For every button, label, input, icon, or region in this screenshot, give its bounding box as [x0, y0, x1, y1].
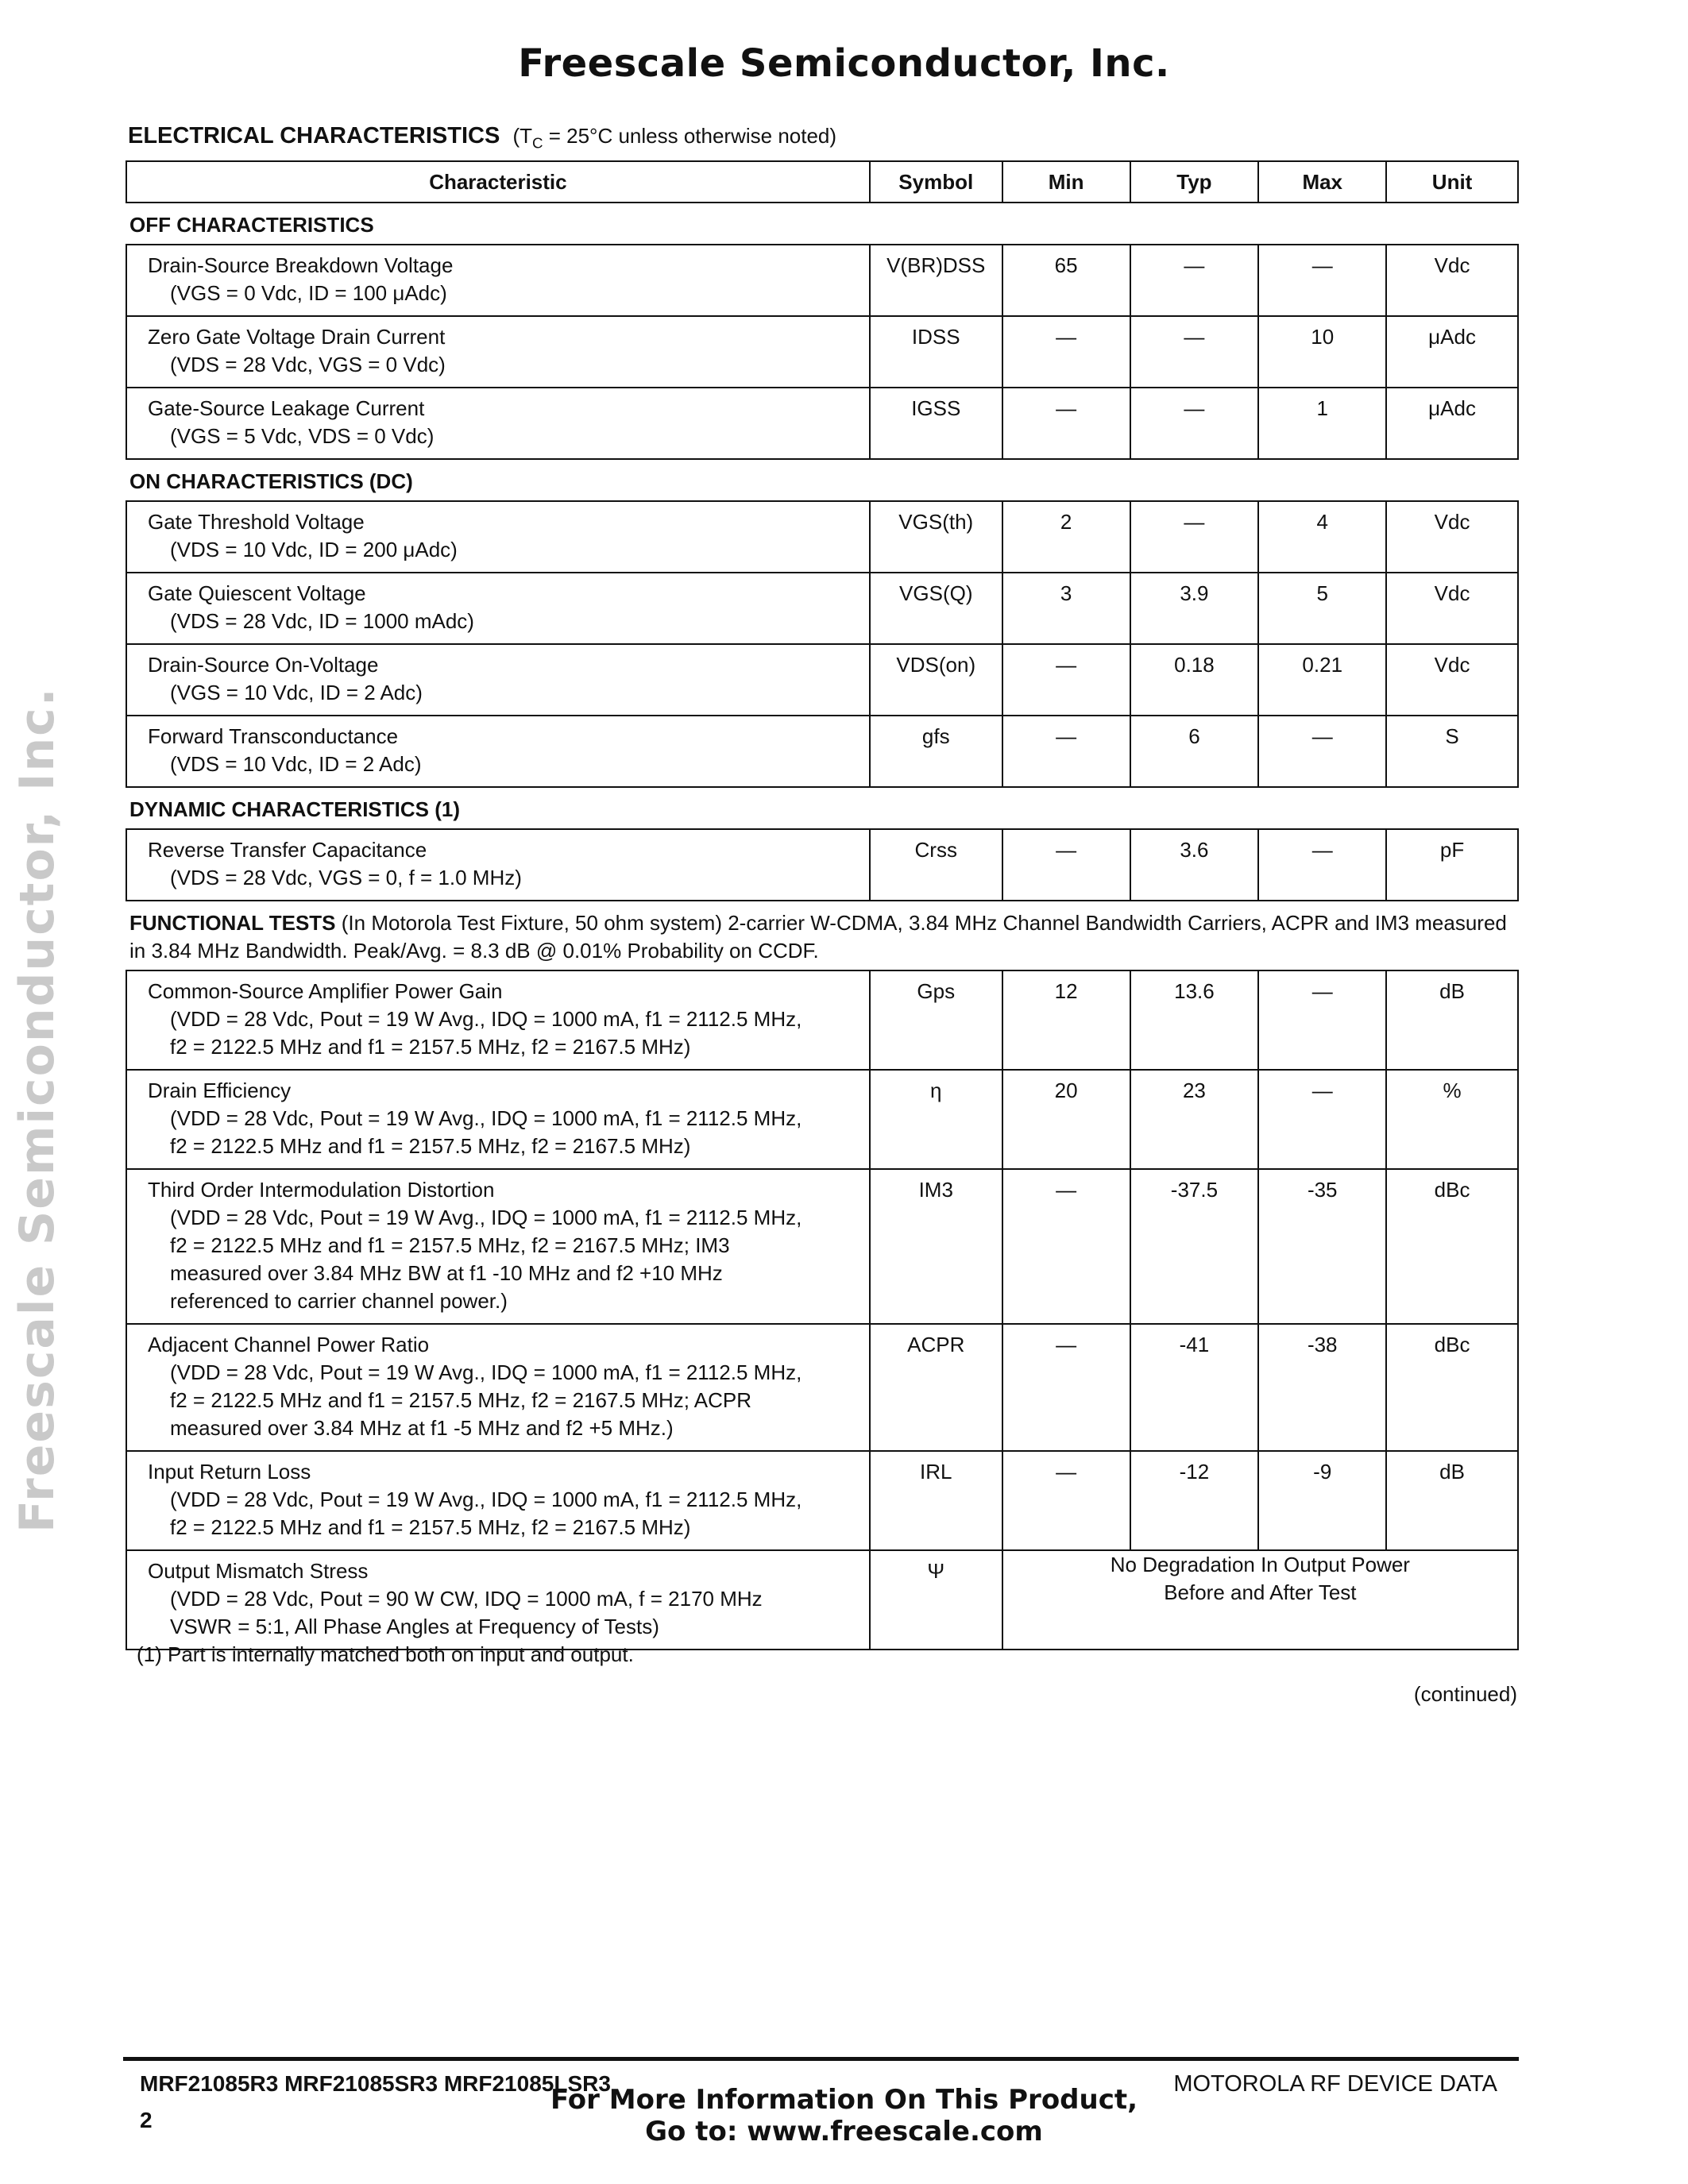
symbol-cell: η — [870, 1070, 1002, 1169]
section-title-bold: ELECTRICAL CHARACTERISTICS — [128, 123, 500, 149]
min-cell: 3 — [1002, 573, 1130, 644]
char-cell — [126, 1070, 870, 1169]
unit-cell: Vdc — [1386, 644, 1518, 716]
min-cell: — — [1002, 1324, 1130, 1451]
table-row — [126, 644, 1518, 716]
char-cell — [126, 644, 870, 716]
char-cell — [126, 970, 870, 1070]
symbol-cell: IDSS — [870, 316, 1002, 388]
min-cell: 65 — [1002, 245, 1130, 316]
symbol-cell: Crss — [870, 829, 1002, 901]
min-cell: — — [1002, 1169, 1130, 1324]
char-cond: (VDD = 28 Vdc, Pout = 90 W CW, IDQ = 1000 mA, f = 2170 MHz — [170, 1587, 763, 1611]
max-cell: 5 — [1258, 573, 1386, 644]
table-row — [126, 1324, 1518, 1451]
typ-cell: 6 — [1130, 716, 1259, 787]
unit-cell: μAdc — [1386, 316, 1518, 388]
char-cond: f2 = 2122.5 MHz and f1 = 2157.5 MHz, f2 = 2167.5 MHz; IM3 — [170, 1233, 730, 1257]
min-cell: — — [1002, 716, 1130, 787]
char-cond: (VDS = 10 Vdc, ID = 2 Adc) — [170, 752, 422, 776]
table-row — [126, 716, 1518, 787]
footer-rule — [123, 2057, 1519, 2061]
typ-cell: 3.9 — [1130, 573, 1259, 644]
max-cell: — — [1258, 970, 1386, 1070]
unit-cell: dB — [1386, 970, 1518, 1070]
char-cond: (VGS = 10 Vdc, ID = 2 Adc) — [170, 681, 423, 704]
max-cell: -9 — [1258, 1451, 1386, 1550]
char-cond: (VDS = 28 Vdc, VGS = 0, f = 1.0 MHz) — [170, 866, 522, 889]
max-cell: -35 — [1258, 1169, 1386, 1324]
result-line-1: No Degradation In Output Power — [1110, 1553, 1410, 1576]
char-name: Drain-Source On-Voltage — [148, 653, 379, 677]
char-cond: (VDS = 28 Vdc, ID = 1000 mAdc) — [170, 609, 474, 633]
table-row — [126, 388, 1518, 459]
typ-cell: -41 — [1130, 1324, 1259, 1451]
section-title-off: OFF CHARACTERISTICS — [129, 213, 374, 237]
min-cell: — — [1002, 644, 1130, 716]
min-cell: — — [1002, 388, 1130, 459]
result-cell — [1002, 1550, 1518, 1650]
char-cell — [126, 1169, 870, 1324]
char-cell — [126, 573, 870, 644]
header-min: Min — [1002, 161, 1130, 203]
side-watermark: Freescale Semiconductor, Inc. — [10, 686, 65, 1533]
char-cond: (VDD = 28 Vdc, Pout = 19 W Avg., IDQ = 1000 mA, f1 = 2112.5 MHz, — [170, 1106, 802, 1130]
char-cond: f2 = 2122.5 MHz and f1 = 2157.5 MHz, f2 = 2167.5 MHz) — [170, 1515, 691, 1539]
section-row-off — [126, 203, 1518, 245]
char-name: Forward Transconductance — [148, 724, 399, 748]
char-cell — [126, 316, 870, 388]
char-cond: measured over 3.84 MHz BW at f1 -10 MHz and f2 +10 MHz — [170, 1261, 723, 1285]
char-cond: f2 = 2122.5 MHz and f1 = 2157.5 MHz, f2 = 2167.5 MHz) — [170, 1134, 691, 1158]
section-title-functional — [126, 901, 1518, 970]
char-name: Gate Threshold Voltage — [148, 510, 365, 534]
unit-cell: dBc — [1386, 1324, 1518, 1451]
typ-cell: 3.6 — [1130, 829, 1259, 901]
symbol-cell: VGS(Q) — [870, 573, 1002, 644]
table-row — [126, 316, 1518, 388]
table-row — [126, 1550, 1518, 1650]
footnote: (1) Part is internally matched both on input and output. — [137, 1642, 634, 1666]
min-cell: — — [1002, 1451, 1130, 1550]
unit-cell: Vdc — [1386, 573, 1518, 644]
symbol-cell: gfs — [870, 716, 1002, 787]
min-cell: — — [1002, 829, 1130, 901]
typ-cell: 13.6 — [1130, 970, 1259, 1070]
header-unit: Unit — [1386, 161, 1518, 203]
char-cond: referenced to carrier channel power.) — [170, 1289, 508, 1313]
unit-cell: Vdc — [1386, 245, 1518, 316]
table-row — [126, 1070, 1518, 1169]
char-name: Drain Efficiency — [148, 1078, 292, 1102]
typ-cell: -37.5 — [1130, 1169, 1259, 1324]
unit-cell: Vdc — [1386, 501, 1518, 573]
char-cond: VSWR = 5:1, All Phase Angles at Frequency of Tests) — [170, 1615, 659, 1638]
symbol-cell: ACPR — [870, 1324, 1002, 1451]
unit-cell: S — [1386, 716, 1518, 787]
section-title-dynamic: DYNAMIC CHARACTERISTICS (1) — [129, 797, 460, 821]
char-cell — [126, 245, 870, 316]
char-name: Adjacent Channel Power Ratio — [148, 1333, 430, 1356]
char-cond: (VDS = 28 Vdc, VGS = 0 Vdc) — [170, 353, 446, 376]
char-cond: (VGS = 5 Vdc, VDS = 0 Vdc) — [170, 424, 435, 448]
symbol-cell: IM3 — [870, 1169, 1002, 1324]
typ-cell: 23 — [1130, 1070, 1259, 1169]
min-cell: 20 — [1002, 1070, 1130, 1169]
header-characteristic: Characteristic — [126, 161, 870, 203]
char-cond: (VDD = 28 Vdc, Pout = 19 W Avg., IDQ = 1000 mA, f1 = 2112.5 MHz, — [170, 1007, 802, 1031]
footer-part-numbers: MRF21085R3 MRF21085SR3 MRF21085LSR3 — [140, 2071, 611, 2096]
symbol-cell: VDS(on) — [870, 644, 1002, 716]
char-cell — [126, 1550, 870, 1650]
table-header-row — [126, 161, 1518, 203]
char-cond: f2 = 2122.5 MHz and f1 = 2157.5 MHz, f2 = 2167.5 MHz; ACPR — [170, 1388, 752, 1412]
section-row-on — [126, 459, 1518, 501]
char-name: Drain-Source Breakdown Voltage — [148, 253, 454, 277]
symbol-cell: V(BR)DSS — [870, 245, 1002, 316]
char-cond: (VDS = 10 Vdc, ID = 200 μAdc) — [170, 538, 458, 561]
char-cell — [126, 1324, 870, 1451]
table-row — [126, 829, 1518, 901]
typ-cell: 0.18 — [1130, 644, 1259, 716]
max-cell: — — [1258, 716, 1386, 787]
typ-cell: -12 — [1130, 1451, 1259, 1550]
section-title-on: ON CHARACTERISTICS (DC) — [129, 469, 413, 493]
char-cond: f2 = 2122.5 MHz and f1 = 2157.5 MHz, f2 = 2167.5 MHz) — [170, 1035, 691, 1059]
unit-cell: dBc — [1386, 1169, 1518, 1324]
char-cond: measured over 3.84 MHz at f1 -5 MHz and f2 +5 MHz.) — [170, 1416, 674, 1440]
note-rest: = 25°C unless otherwise noted) — [543, 124, 837, 148]
footer-brand: MOTOROLA RF DEVICE DATA — [1173, 2071, 1497, 2097]
min-cell: — — [1002, 316, 1130, 388]
symbol-cell: VGS(th) — [870, 501, 1002, 573]
char-name: Third Order Intermodulation Distortion — [148, 1178, 495, 1202]
char-name: Output Mismatch Stress — [148, 1559, 369, 1583]
max-cell: 10 — [1258, 316, 1386, 388]
char-name: Input Return Loss — [148, 1460, 311, 1484]
continued-note: (continued) — [1413, 1682, 1517, 1706]
header-typ: Typ — [1130, 161, 1259, 203]
page-banner: Freescale Semiconductor, Inc. — [518, 41, 1170, 86]
typ-cell: — — [1130, 245, 1259, 316]
functional-title: FUNCTIONAL TESTS — [129, 911, 336, 935]
unit-cell: μAdc — [1386, 388, 1518, 459]
functional-desc: (In Motorola Test Fixture, 50 ohm system) 2-carrier W-CDMA, 3.84 MHz Channel Bandwidth Carriers, ACPR and IM3 measured in 3.84 MHz Bandwidth. Peak/Avg. = 8.3 dB @ 0.01% Probability on CCDF. — [129, 911, 1507, 963]
char-name: Zero Gate Voltage Drain Current — [148, 325, 446, 349]
table-row — [126, 1451, 1518, 1550]
note-open: (T — [512, 124, 532, 148]
result-line-2: Before and After Test — [1164, 1580, 1357, 1604]
max-cell: 0.21 — [1258, 644, 1386, 716]
char-cond: (VGS = 0 Vdc, ID = 100 μAdc) — [170, 281, 447, 305]
electrical-characteristics-table — [126, 160, 1519, 1650]
header-max: Max — [1258, 161, 1386, 203]
table-row — [126, 245, 1518, 316]
char-cell — [126, 501, 870, 573]
page-number: 2 — [140, 2108, 153, 2132]
char-name: Reverse Transfer Capacitance — [148, 838, 427, 862]
section-row-functional — [126, 901, 1518, 970]
symbol-cell: IRL — [870, 1451, 1002, 1550]
symbol-cell: Ψ — [870, 1550, 1002, 1650]
table-row — [126, 1169, 1518, 1324]
char-cond: (VDD = 28 Vdc, Pout = 19 W Avg., IDQ = 1000 mA, f1 = 2112.5 MHz, — [170, 1206, 802, 1229]
max-cell: — — [1258, 829, 1386, 901]
more-info-line-2: Go to: www.freescale.com — [645, 2116, 1043, 2147]
char-cond: (VDD = 28 Vdc, Pout = 19 W Avg., IDQ = 1000 mA, f1 = 2112.5 MHz, — [170, 1488, 802, 1511]
char-cell — [126, 1451, 870, 1550]
max-cell: 4 — [1258, 501, 1386, 573]
typ-cell: — — [1130, 316, 1259, 388]
more-info-line-1: For More Information On This Product, — [550, 2084, 1138, 2116]
char-cell — [126, 829, 870, 901]
symbol-cell: Gps — [870, 970, 1002, 1070]
typ-cell: — — [1130, 388, 1259, 459]
note-sub: C — [531, 134, 543, 152]
typ-cell: — — [1130, 501, 1259, 573]
min-cell: 2 — [1002, 501, 1130, 573]
section-title — [128, 123, 837, 152]
more-info — [0, 2084, 1688, 2147]
min-cell: 12 — [1002, 970, 1130, 1070]
max-cell: — — [1258, 1070, 1386, 1169]
unit-cell: % — [1386, 1070, 1518, 1169]
table-row — [126, 501, 1518, 573]
section-title-note — [512, 124, 837, 152]
max-cell: 1 — [1258, 388, 1386, 459]
max-cell: — — [1258, 245, 1386, 316]
section-row-dynamic — [126, 787, 1518, 829]
table-row — [126, 970, 1518, 1070]
char-cell — [126, 388, 870, 459]
char-name: Gate-Source Leakage Current — [148, 396, 425, 420]
unit-cell: dB — [1386, 1451, 1518, 1550]
char-cond: (VDD = 28 Vdc, Pout = 19 W Avg., IDQ = 1000 mA, f1 = 2112.5 MHz, — [170, 1360, 802, 1384]
unit-cell: pF — [1386, 829, 1518, 901]
header-symbol: Symbol — [870, 161, 1002, 203]
char-cell — [126, 716, 870, 787]
symbol-cell: IGSS — [870, 388, 1002, 459]
char-name: Gate Quiescent Voltage — [148, 581, 366, 605]
table-row — [126, 573, 1518, 644]
char-name: Common-Source Amplifier Power Gain — [148, 979, 503, 1003]
max-cell: -38 — [1258, 1324, 1386, 1451]
